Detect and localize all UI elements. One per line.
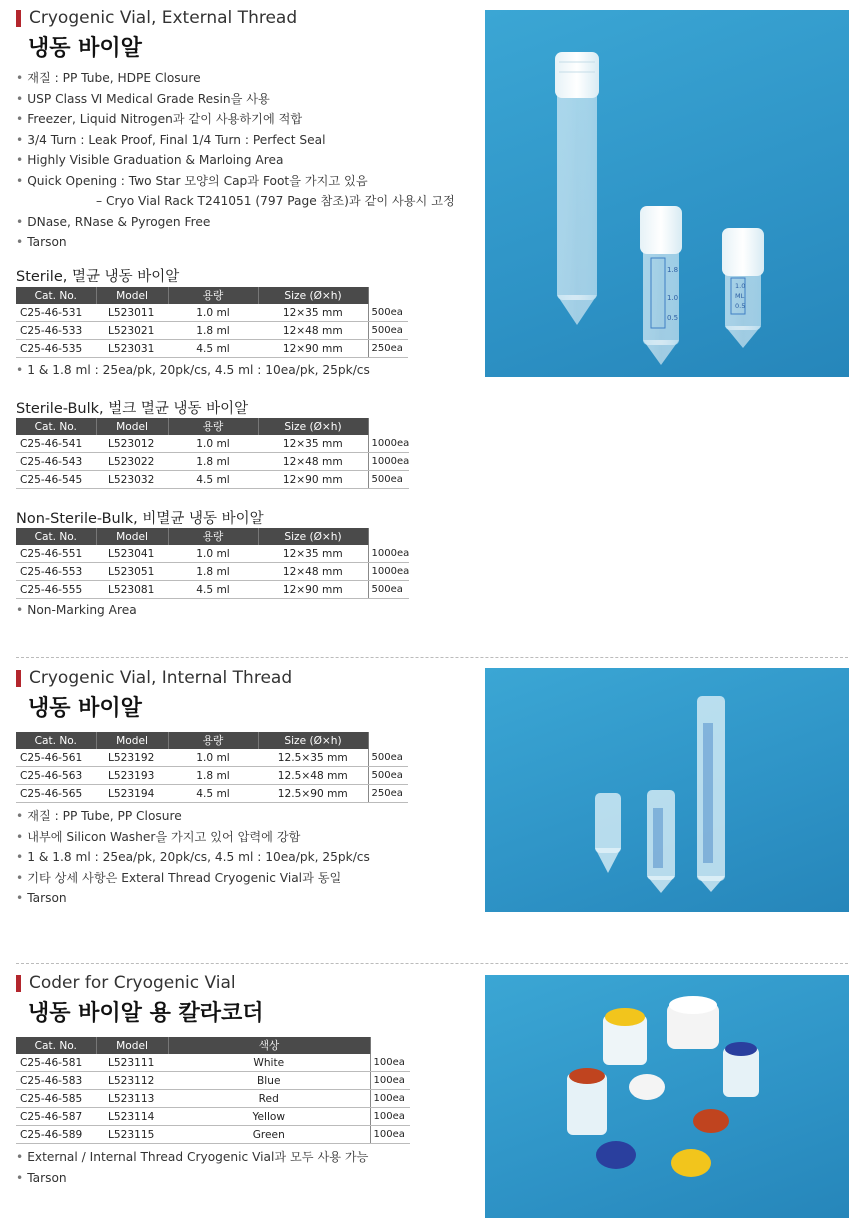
volume: 1.0 ml: [168, 545, 258, 563]
cat-no: C25-46-545: [16, 471, 96, 489]
bullet: • Freezer, Liquid Nitrogen과 같이 사용하기에 적합: [16, 109, 455, 130]
cat-no: C25-46-585: [16, 1090, 96, 1108]
col-header-size: Size (Ø×h): [258, 287, 368, 304]
size: 12×48 mm: [258, 453, 368, 471]
quantity: 500ea: [368, 767, 408, 785]
coder-yellow-loose: [671, 1149, 711, 1177]
bullet: • USP Class Ⅵ Medical Grade Resin을 사용: [16, 89, 455, 110]
coder-blue-loose: [596, 1141, 636, 1169]
quantity: 1000ea: [368, 435, 409, 453]
sterile-heading: Sterile, 멸균 냉동 바이알: [16, 269, 180, 285]
cat-no: C25-46-587: [16, 1108, 96, 1126]
col-header-cat: Cat. No.: [16, 1037, 96, 1054]
coder-red-loose: [693, 1109, 729, 1133]
cat-no: C25-46-535: [16, 340, 96, 358]
volume: 1.8 ml: [168, 767, 258, 785]
volume: 1.0 ml: [168, 304, 258, 322]
external-thread-vials-photo: [485, 10, 849, 377]
table-row: [16, 322, 408, 340]
title-accent-bar: [16, 10, 21, 27]
col-header-cat: Cat. No.: [16, 528, 96, 545]
bullet: • External / Internal Thread Cryogenic Vial과 모두 사용 가능: [16, 1147, 368, 1168]
quantity: 100ea: [370, 1090, 410, 1108]
model: L523114: [96, 1108, 168, 1126]
quantity: 500ea: [368, 322, 408, 340]
table-row: [16, 1054, 410, 1072]
size: 12×48 mm: [258, 322, 368, 340]
section-divider: [16, 657, 848, 658]
bullet: • 내부에 Silicon Washer을 가지고 있어 압력에 강함: [16, 827, 370, 848]
col-header-model: Model: [96, 1037, 168, 1054]
coder-white: [667, 996, 719, 1049]
coder-white-loose: [629, 1074, 665, 1100]
size: 12.5×35 mm: [258, 749, 368, 767]
bullet: • Quick Opening : Two Star 모양의 Cap과 Foot을 가지고 있음: [16, 171, 455, 192]
vial-large: [555, 52, 599, 325]
table-row: [16, 785, 408, 803]
quantity: 100ea: [370, 1072, 410, 1090]
cat-no: C25-46-589: [16, 1126, 96, 1144]
section3-title: [16, 973, 236, 993]
title-accent-bar: [16, 975, 21, 992]
volume: 4.5 ml: [168, 785, 258, 803]
section3-bullets: [16, 1147, 368, 1188]
volume: 4.5 ml: [168, 340, 258, 358]
model: L523111: [96, 1054, 168, 1072]
vial-medium: [640, 206, 682, 365]
volume: 1.0 ml: [168, 749, 258, 767]
cat-no: C25-46-583: [16, 1072, 96, 1090]
table-row: [16, 1108, 410, 1126]
table-row: [16, 453, 409, 471]
cat-no: C25-46-565: [16, 785, 96, 803]
bullet: • Highly Visible Graduation & Marloing Area: [16, 150, 455, 171]
vial-label: 0.5: [667, 314, 679, 322]
table-header-row: [16, 732, 408, 749]
col-header-model: Model: [96, 528, 168, 545]
model: L523031: [96, 340, 168, 358]
quantity: 500ea: [368, 749, 408, 767]
bullet: • 기타 상세 사항은 Exteral Thread Cryogenic Vial과 동일: [16, 868, 370, 889]
size: 12×35 mm: [258, 545, 368, 563]
quantity: 1000ea: [368, 545, 409, 563]
cat-no: C25-46-553: [16, 563, 96, 581]
model: L523011: [96, 304, 168, 322]
section2-title-en: Cryogenic Vial, Internal Thread: [29, 668, 293, 688]
model: L523112: [96, 1072, 168, 1090]
bullet: • 3/4 Turn : Leak Proof, Final 1/4 Turn : Perfect Seal: [16, 130, 455, 151]
non-sterile-bulk-heading: Non-Sterile-Bulk, 비멸균 냉동 바이알: [16, 511, 264, 527]
section1-title: [16, 8, 297, 28]
color: Yellow: [168, 1108, 370, 1126]
quantity: 1000ea: [368, 453, 409, 471]
cat-no: C25-46-561: [16, 749, 96, 767]
col-header-volume: 용량: [168, 418, 258, 435]
sterile-bulk-heading: Sterile-Bulk, 벌크 멸균 냉동 바이알: [16, 401, 249, 417]
volume: 1.8 ml: [168, 322, 258, 340]
cat-no: C25-46-551: [16, 545, 96, 563]
color: Blue: [168, 1072, 370, 1090]
model: L523021: [96, 322, 168, 340]
volume: 1.8 ml: [168, 563, 258, 581]
quantity: 1000ea: [368, 563, 409, 581]
table-row: [16, 304, 408, 322]
size: 12×90 mm: [258, 471, 368, 489]
size: 12×35 mm: [258, 435, 368, 453]
table-row: [16, 1072, 410, 1090]
volume: 1.8 ml: [168, 453, 258, 471]
size: 12×35 mm: [258, 304, 368, 322]
size: 12×48 mm: [258, 563, 368, 581]
coder-blue-on-vial: [723, 1042, 759, 1097]
cat-no: C25-46-581: [16, 1054, 96, 1072]
color-coders-photo: [485, 975, 849, 1218]
section1-title-ko: 냉동 바이알: [28, 36, 142, 61]
quantity: 500ea: [368, 304, 408, 322]
col-header-color: 색상: [168, 1037, 370, 1054]
table-row: [16, 581, 409, 599]
quantity: 100ea: [370, 1054, 410, 1072]
model: L523113: [96, 1090, 168, 1108]
coder-red-on-cap: [567, 1068, 607, 1135]
cat-no: C25-46-533: [16, 322, 96, 340]
coder-yellow-on-cap: [603, 1008, 647, 1065]
size: 12×90 mm: [258, 340, 368, 358]
col-header-cat: Cat. No.: [16, 418, 96, 435]
col-header-volume: 용량: [168, 528, 258, 545]
col-header-model: Model: [96, 287, 168, 304]
section2-bullets: [16, 806, 370, 909]
vial-internal-small: [595, 793, 621, 873]
model: L523194: [96, 785, 168, 803]
cat-no: C25-46-555: [16, 581, 96, 599]
model: L523193: [96, 767, 168, 785]
bullet: • Tarson: [16, 1168, 368, 1189]
vial-internal-large: [697, 696, 725, 892]
table-header-row: [16, 528, 409, 545]
col-header-model: Model: [96, 418, 168, 435]
volume: 4.5 ml: [168, 581, 258, 599]
table-row: [16, 563, 409, 581]
table-row: [16, 340, 408, 358]
title-accent-bar: [16, 670, 21, 687]
cat-no: C25-46-563: [16, 767, 96, 785]
color: White: [168, 1054, 370, 1072]
quantity: 500ea: [368, 471, 409, 489]
coder-table: [16, 1037, 410, 1144]
section3-title-en: Coder for Cryogenic Vial: [29, 973, 236, 993]
section1-title-en: Cryogenic Vial, External Thread: [29, 8, 298, 28]
bullet: • Tarson: [16, 888, 370, 909]
sterile-table: [16, 287, 408, 358]
section2-title: [16, 668, 292, 688]
table-row: [16, 749, 408, 767]
vial-internal-medium: [647, 790, 675, 893]
vial-small: [722, 228, 764, 348]
table-header-row: [16, 418, 409, 435]
bullet: • 재질 : PP Tube, HDPE Closure: [16, 68, 455, 89]
model: L523115: [96, 1126, 168, 1144]
bullet: • DNase, RNase & Pyrogen Free: [16, 212, 455, 233]
table-row: [16, 1090, 410, 1108]
section2-title-ko: 냉동 바이알: [28, 696, 142, 721]
col-header-volume: 용량: [168, 732, 258, 749]
table-row: [16, 471, 409, 489]
table-row: [16, 1126, 410, 1144]
model: L523192: [96, 749, 168, 767]
vial-label: 1.8: [667, 266, 679, 274]
vial-label: ML: [735, 292, 745, 300]
model: L523032: [96, 471, 168, 489]
bullet: • Tarson: [16, 232, 455, 253]
col-header-size: Size (Ø×h): [258, 418, 368, 435]
volume: 4.5 ml: [168, 471, 258, 489]
volume: 1.0 ml: [168, 435, 258, 453]
section-divider: [16, 963, 848, 964]
model: L523022: [96, 453, 168, 471]
col-header-cat: Cat. No.: [16, 287, 96, 304]
cat-no: C25-46-541: [16, 435, 96, 453]
non-sterile-bulk-table: [16, 528, 409, 599]
quantity: 250ea: [368, 785, 408, 803]
table-row: [16, 545, 409, 563]
table-header-row: [16, 287, 408, 304]
table-row: [16, 767, 408, 785]
model: L523041: [96, 545, 168, 563]
table-row: [16, 435, 409, 453]
internal-vials-illustration: [485, 668, 849, 912]
model: L523051: [96, 563, 168, 581]
col-header-model: Model: [96, 732, 168, 749]
quantity: 100ea: [370, 1126, 410, 1144]
vial-label: 0.5: [735, 302, 746, 310]
internal-thread-vials-photo: [485, 668, 849, 912]
size: 12.5×90 mm: [258, 785, 368, 803]
bullet: • 재질 : PP Tube, PP Closure: [16, 806, 370, 827]
section1-bullets: [16, 68, 455, 253]
color: Red: [168, 1090, 370, 1108]
col-header-size: Size (Ø×h): [258, 732, 368, 749]
vial-label: 1.0: [735, 282, 746, 290]
size: 12×90 mm: [258, 581, 368, 599]
vial-label: 1.0: [667, 294, 679, 302]
internal-thread-table: [16, 732, 408, 803]
sub-bullet: – Cryo Vial Rack T241051 (797 Page 참조)과 같이 사용시 고정: [96, 194, 455, 208]
color: Green: [168, 1126, 370, 1144]
quantity: 500ea: [368, 581, 409, 599]
model: L523081: [96, 581, 168, 599]
bullet: • 1 & 1.8 ml : 25ea/pk, 20pk/cs, 4.5 ml : 10ea/pk, 25pk/cs: [16, 847, 370, 868]
size: 12.5×48 mm: [258, 767, 368, 785]
model: L523012: [96, 435, 168, 453]
coders-illustration: [485, 975, 849, 1218]
quantity: 250ea: [368, 340, 408, 358]
col-header-cat: Cat. No.: [16, 732, 96, 749]
vials-illustration: [485, 10, 849, 377]
table-header-row: [16, 1037, 410, 1054]
cat-no: C25-46-531: [16, 304, 96, 322]
col-header-volume: 용량: [168, 287, 258, 304]
cat-no: C25-46-543: [16, 453, 96, 471]
non-marking-note: • Non-Marking Area: [16, 600, 137, 621]
col-header-size: Size (Ø×h): [258, 528, 368, 545]
packing-note: • 1 & 1.8 ml : 25ea/pk, 20pk/cs, 4.5 ml : 10ea/pk, 25pk/cs: [16, 360, 370, 381]
quantity: 100ea: [370, 1108, 410, 1126]
sterile-bulk-table: [16, 418, 409, 489]
section3-title-ko: 냉동 바이알 용 칼라코더: [28, 1001, 264, 1026]
